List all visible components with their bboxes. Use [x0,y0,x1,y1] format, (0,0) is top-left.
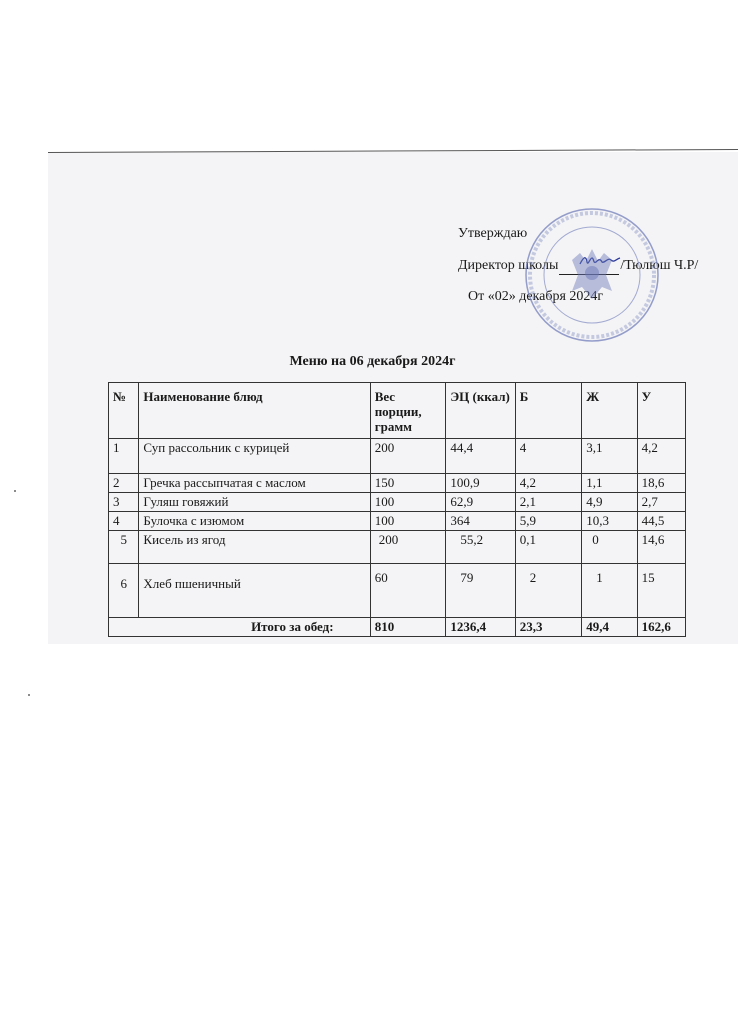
total-proteins: 23,3 [515,618,582,637]
table-row [109,493,686,512]
cell-number: 6 [109,564,139,618]
cell-dish-name: Булочка с изюмом [139,512,370,531]
menu-table [108,382,686,637]
table-header-row [109,383,686,439]
cell-proteins: 4,2 [515,474,582,493]
cell-fats: 0 [582,531,637,564]
cell-energy: 79 [446,564,515,618]
table-row [109,439,686,474]
cell-energy: 100,9 [446,474,515,493]
approval-title: Утверждаю [458,226,528,241]
director-prefix: Директор школы [458,258,559,273]
cell-energy: 62,9 [446,493,515,512]
cell-fats: 3,1 [582,439,637,474]
director-name: /Тюлюш Ч.Р/ [620,258,699,273]
total-energy: 1236,4 [446,618,515,637]
cell-fats: 10,3 [582,512,637,531]
total-weight: 810 [370,618,446,637]
header-weight: Вес порции, грамм [370,383,446,439]
table-row [109,474,686,493]
cell-fats: 4,9 [582,493,637,512]
cell-dish-name: Суп рассольник с курицей [139,439,370,474]
cell-energy: 364 [446,512,515,531]
cell-fats: 1,1 [582,474,637,493]
cell-number: 3 [109,493,139,512]
total-fats: 49,4 [582,618,637,637]
cell-carbs: 4,2 [637,439,685,474]
cell-dish-name: Гречка рассыпчатая с маслом [139,474,370,493]
cell-number: 1 [109,439,139,474]
cell-energy: 55,2 [446,531,515,564]
cell-number: 5 [109,531,139,564]
cell-carbs: 2,7 [637,493,685,512]
cell-energy: 44,4 [446,439,515,474]
cell-proteins: 2,1 [515,493,582,512]
cell-proteins: 0,1 [515,531,582,564]
header-dish-name: Наименование блюд [139,383,370,439]
cell-dish-name: Кисель из ягод [139,531,370,564]
header-number: № [109,383,139,439]
cell-carbs: 14,6 [637,531,685,564]
menu-title: Меню на 06 декабря 2024г [289,354,456,369]
header-energy: ЭЦ (ккал) [446,383,515,439]
total-label: Итого за обед: [139,618,370,637]
cell-carbs: 18,6 [637,474,685,493]
cell-weight: 150 [370,474,446,493]
official-seal-icon [522,205,662,345]
total-blank-cell [109,618,139,637]
cell-number: 2 [109,474,139,493]
cell-weight: 100 [370,493,446,512]
cell-dish-name: Хлеб пшеничный [139,564,370,618]
cell-fats: 1 [582,564,637,618]
cell-carbs: 15 [637,564,685,618]
cell-weight: 100 [370,512,446,531]
table-row [109,564,686,618]
cell-proteins: 5,9 [515,512,582,531]
total-carbs: 162,6 [637,618,685,637]
cell-dish-name: Гуляш говяжий [139,493,370,512]
scan-speck [14,490,16,492]
table-row [109,512,686,531]
cell-carbs: 44,5 [637,512,685,531]
cell-proteins: 2 [515,564,582,618]
cell-weight: 60 [370,564,446,618]
table-row [109,531,686,564]
header-fats: Ж [582,383,637,439]
approval-date: От «02» декабря 2024г [468,289,604,304]
cell-weight: 200 [370,531,446,564]
cell-number: 4 [109,512,139,531]
scan-speck [28,694,30,696]
header-carbs: У [637,383,685,439]
cell-weight: 200 [370,439,446,474]
header-proteins: Б [515,383,582,439]
cell-proteins: 4 [515,439,582,474]
total-row [109,618,686,637]
